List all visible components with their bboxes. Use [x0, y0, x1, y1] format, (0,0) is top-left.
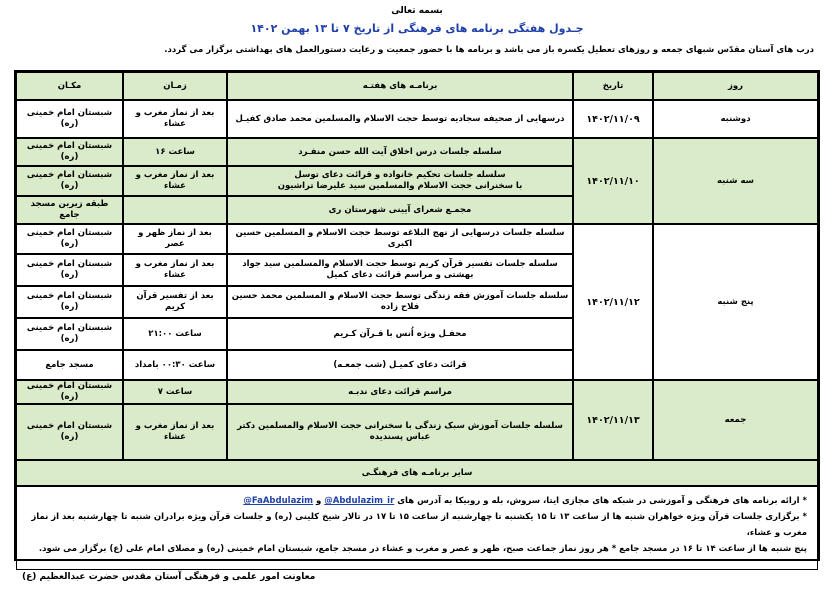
row-program: سلسله جلسات درسهایی از نهج البلاغه توسط حجت الاسلام و المسلمین حسین اکبری: [227, 224, 573, 254]
row-place: شبستان امام خمینی (ره): [16, 404, 123, 460]
day-name: پنج شنبه: [653, 224, 818, 380]
row-time: بعد از نماز مغرب و عشاء: [123, 254, 227, 286]
row-program: مراسم قرائت دعای ندبـه: [227, 380, 573, 404]
row-place: شبستان امام خمینی (ره): [16, 138, 123, 166]
row-time: بعد از نماز ظهر و عصر: [123, 224, 227, 254]
header-time: زمـان: [123, 72, 227, 100]
row-program: [227, 166, 573, 196]
footnote-social: * ارائه برنامه های فرهنگی و آموزشی در شبکه های مجازی ایتا، سروش، بله و روبیکا به آدرس های @Abdulazim_ir و @FaAbdulazim: [243, 496, 807, 506]
row-time: ساعت ۲۱:۰۰: [123, 318, 227, 350]
intro-text: درب های آستان مقدّس شبهای جمعه و روزهای تعطیل یکسره باز می باشد و برنامه ها با حضور جمعیت و رعایت دستورالعمل های بهداشتی برگزار می گردد.: [164, 45, 814, 55]
handle-link[interactable]: @Abdulazim_ir: [324, 496, 395, 506]
page-title: جـدول هفتگی برنامه های فرهنگی از تاریخ ۷ تا ۱۳ بهمن ۱۴۰۲: [250, 22, 584, 35]
day-date: ۱۴۰۲/۱۱/۰۹: [573, 100, 653, 138]
row-time: [123, 196, 227, 224]
row-program: سلسله جلسات درس اخلاق آیت الله حسن منفـرد: [227, 138, 573, 166]
day-name: دوشنبه: [653, 100, 818, 138]
day-name: سه شنبه: [653, 138, 818, 224]
footnote-quran: * برگزاری جلسات قرآن ویژه خواهران شنبه ها از ساعت ۱۳ تا ۱۵ یکشنبه تا چهارشنبه از ساعت ۱۵ تا ۱۷ در تالار شیخ کلینی (ره) و جلسات قرآن ویژه برادران شنبه تا چهارشنبه بعد از نماز مغرب و عشاء،: [31, 512, 807, 538]
row-time: ساعت ۷: [123, 380, 227, 404]
row-place: شبستان امام خمینی (ره): [16, 166, 123, 196]
row-time: ساعت ۱۶: [123, 138, 227, 166]
row-program: سلسله جلسات آموزش فقه زندگی توسط حجت الاسلام و المسلمین محمد حسین فلاح زاده: [227, 286, 573, 318]
row-program-line2: با سخنرانی حجت الاسلام والمسلمین سید علیرضا تراشیون: [277, 181, 523, 191]
row-place: شبستان امام خمینی (ره): [16, 100, 123, 138]
row-place: شبستان امام خمینی (ره): [16, 224, 123, 254]
row-program-line1: سلسله جلسات تحکیم خانواده و قرائت دعای توسل: [294, 170, 506, 180]
handle-link[interactable]: @FaAbdulazim: [243, 496, 314, 506]
header-date: تاریخ: [573, 72, 653, 100]
day-name: جمعه: [653, 380, 818, 460]
footnote-prayers: پنج شنبه ها از ساعت ۱۴ تا ۱۶ در مسجد جامع * هر روز نماز جماعت صبح، ظهر و عصر و مغرب و عشاء در مسجد جامع، شبستان امام خمینی (ره) و مصلای امام علی (ع) برگزار می شود.: [38, 544, 807, 554]
row-program: سلسله جلسات تفسیر قرآن کریم توسط حجت الاسلام والمسلمین سید جواد بهشتی و مراسم قرائت دعای کمیل: [227, 254, 573, 286]
header-day: روز: [653, 72, 818, 100]
day-date: ۱۴۰۲/۱۱/۱۳: [573, 380, 653, 460]
header-place: مکـان: [16, 72, 123, 100]
row-place: شبستان امام خمینی (ره): [16, 254, 123, 286]
row-program: درسهایی از صحیفه سجادیه توسط حجت الاسلام والمسلمین محمد صادق کفیـل: [227, 100, 573, 138]
row-time: ساعت ۰۰:۳۰ بامداد: [123, 350, 227, 380]
bismillah: بسمه تعالی: [391, 6, 443, 16]
row-program: قرائت دعای کمیـل (شب جمعـه): [227, 350, 573, 380]
header-program: برنامـه های هفتـه: [227, 72, 573, 100]
row-time: بعد از نماز مغرب و عشاء: [123, 166, 227, 196]
footnotes: [16, 486, 818, 570]
row-place: مسجد جامع: [16, 350, 123, 380]
day-date: ۱۴۰۲/۱۱/۱۰: [573, 138, 653, 224]
day-date: ۱۴۰۲/۱۱/۱۲: [573, 224, 653, 380]
row-time: بعد از نماز مغرب و عشاء: [123, 404, 227, 460]
row-time: بعد از نماز مغرب و عشاء: [123, 100, 227, 138]
row-place: شبستان امام خمینی (ره): [16, 318, 123, 350]
schedule-table: [14, 70, 820, 561]
row-place: طبقه زیرین مسجد جامع: [16, 196, 123, 224]
row-place: شبستان امام خمینی (ره): [16, 286, 123, 318]
row-program: محفـل ویژه اُنس با قـرآن کـریم: [227, 318, 573, 350]
other-programs-heading: سایر برنامـه های فرهنگـی: [16, 460, 818, 486]
row-program: مجمـع شعرای آیینی شهرستان ری: [227, 196, 573, 224]
row-program: سلسله جلسات آموزش سبک زندگی با سخنرانی حجت الاسلام والمسلمین دکتر عباس پسندیده: [227, 404, 573, 460]
row-time: بعد از تفسیر قرآن کریم: [123, 286, 227, 318]
row-place: شبستان امام خمینی (ره): [16, 380, 123, 404]
signature: معاونت امور علمی و فرهنگی آستان مقدس حضرت عبدالعظیم (ع): [22, 572, 316, 582]
